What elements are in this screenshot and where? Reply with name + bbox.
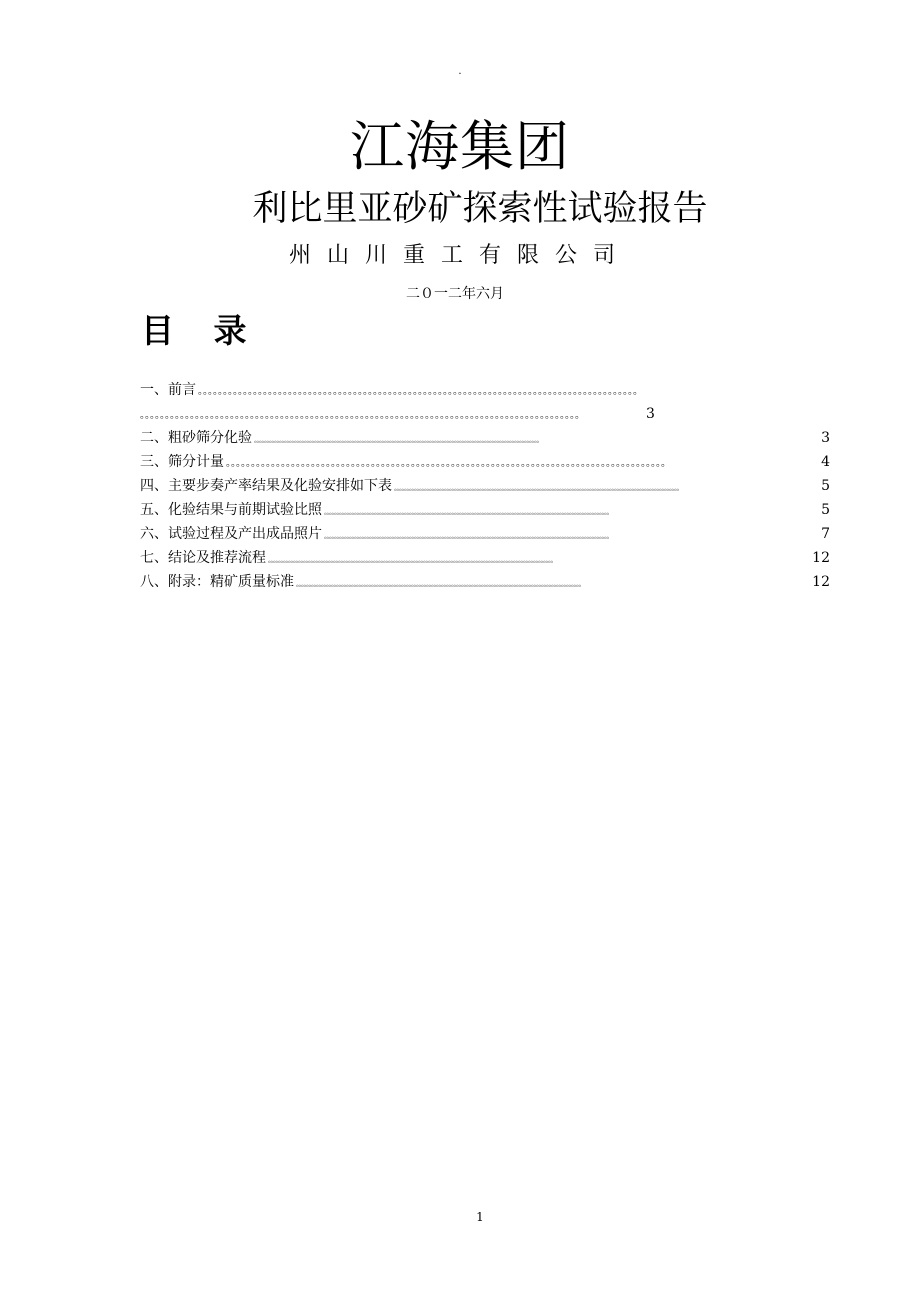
toc-dot-leader	[226, 450, 802, 474]
toc-entry-label: 六、试验过程及产出成品照片	[140, 526, 322, 542]
toc-entry-label: 二、粗砂筛分化验	[140, 430, 252, 446]
toc-entry-assay-comparison[interactable]	[140, 498, 830, 522]
toc-dot-leader	[324, 522, 802, 546]
toc-entry-preface[interactable]	[140, 378, 830, 402]
toc-entry-conclusion[interactable]	[140, 546, 830, 570]
toc-entry-page: 3	[646, 406, 655, 422]
toc-entry-page: 3	[821, 430, 830, 446]
toc-entry-appendix[interactable]	[140, 570, 830, 594]
toc-title: 目 录	[141, 311, 261, 350]
header-mark: .	[458, 66, 462, 77]
toc-entry-page: 5	[821, 478, 830, 494]
group-name-title: 江海集团	[350, 115, 570, 178]
toc-entry-page: 5	[821, 502, 830, 518]
page-number: 1	[476, 1210, 484, 1224]
report-title: 利比里亚砂矿探索性试验报告	[252, 189, 708, 229]
toc-entry-label: 一、前言	[140, 382, 196, 398]
toc-dot-leader	[140, 402, 640, 426]
toc-entry-page: 12	[812, 550, 830, 566]
toc-entry-label: 四、主要步奏产率结果及化验安排如下表	[140, 478, 392, 494]
toc-entry-yield-results[interactable]	[140, 474, 830, 498]
toc-entry-coarse-sand-screening[interactable]	[140, 426, 830, 450]
toc-entry-preface-continued[interactable]	[140, 402, 830, 426]
toc-entry-label: 七、结论及推荐流程	[140, 550, 266, 566]
toc-entry-page: 4	[821, 454, 830, 470]
toc-dot-leader	[324, 498, 802, 522]
toc-entry-label: 八、附录：精矿质量标准	[140, 574, 294, 590]
report-date: 二０一二年六月	[406, 286, 504, 302]
toc-dot-leader	[296, 570, 802, 594]
toc-entry-label: 三、筛分计量	[140, 454, 224, 470]
toc-entry-page: 7	[821, 526, 830, 542]
company-name: 州山川重工有限公司	[288, 243, 631, 268]
toc-entry-test-photos[interactable]	[140, 522, 830, 546]
toc-dot-leader	[254, 426, 802, 450]
toc-dot-leader	[268, 546, 802, 570]
toc-dot-leader	[394, 474, 802, 498]
table-of-contents	[140, 378, 830, 594]
toc-entry-page: 12	[812, 574, 830, 590]
toc-entry-label: 五、化验结果与前期试验比照	[140, 502, 322, 518]
toc-dot-leader	[198, 378, 830, 402]
toc-entry-screening-measurement[interactable]	[140, 450, 830, 474]
